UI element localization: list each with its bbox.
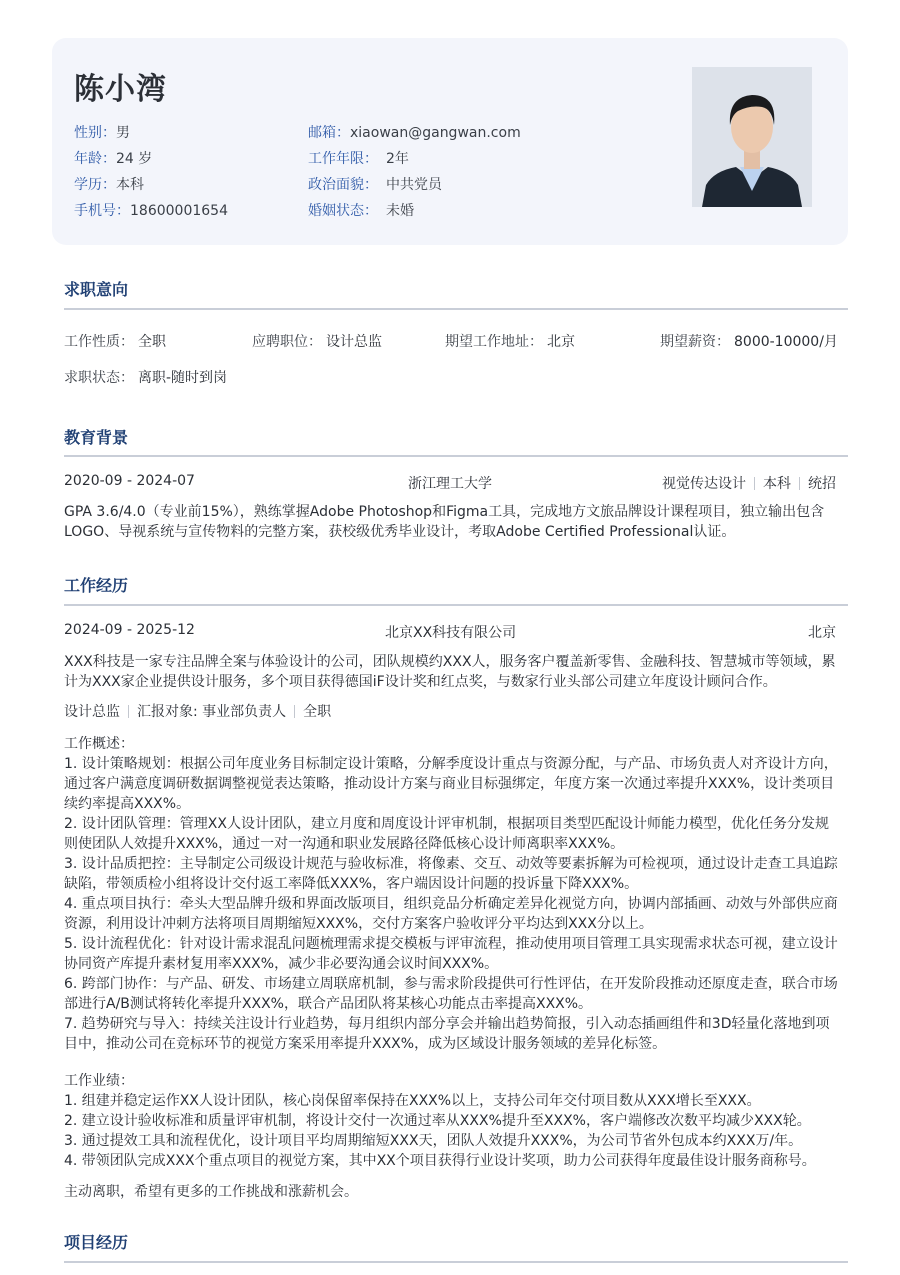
work-overview <box>64 734 848 1054</box>
phone-row <box>74 200 228 220</box>
email-value: xiaowan@gangwan.com <box>350 125 521 141</box>
work-tags <box>64 701 331 721</box>
company-description <box>64 652 848 692</box>
overview-line: 5. 设计流程优化：针对设计需求混乱问题梳理需求提交模板与评审流程，推动使用项目管理工具实现需求状态可视，建立设计 <box>64 936 838 952</box>
tag-separator <box>754 477 755 490</box>
education-period: 2020-09 - 2024-07 <box>64 473 195 489</box>
result-line: 3. 通过提效工具和流程优化，设计项目平均周期缩短XXX天，团队人效提升XXX%，为公司节省外包成本约XXX万/年。 <box>64 1133 803 1149</box>
section-divider <box>64 604 848 606</box>
section-divider <box>64 308 848 310</box>
expected-location-label: 期望工作地址： <box>445 334 543 350</box>
gender-value: 男 <box>116 125 130 141</box>
section-divider <box>64 1261 848 1263</box>
degree-label: 学历： <box>74 177 116 193</box>
overview-line: 协同资产库提升素材复用率XXX%，减少非必要沟通会议时间XXX%。 <box>64 956 499 972</box>
gender-row <box>74 122 130 142</box>
overview-line: 部进行A/B测试将转化率提升XXX%，联合产品团队将某核心功能点击率提高XXX%。 <box>64 996 593 1012</box>
tag-separator <box>294 705 295 718</box>
work-experience-title: 工作经历 <box>64 576 129 595</box>
gender-label: 性别： <box>74 125 116 141</box>
overview-line: 通过客户满意度调研数据调整视觉表达策略，推动设计方案与商业目标强绑定，年度方案一次通过率提升XXX%，设计类项目 <box>64 776 835 792</box>
marital-status-value: 未婚 <box>386 203 414 219</box>
phone-value: 18600001654 <box>130 203 228 219</box>
major-tag: 视觉传达设计 <box>662 476 746 492</box>
age-label: 年龄： <box>74 151 116 167</box>
candidate-name: 陈小湾 <box>74 72 167 107</box>
profile-card <box>52 38 848 245</box>
job-type <box>64 331 166 351</box>
overview-line: 1. 设计策略规划：根据公司年度业务目标制定设计策略，分解季度设计重点与资源分配，与产品、市场负责人对齐设计方向， <box>64 756 838 772</box>
degree-value: 本科 <box>116 177 144 193</box>
overview-line: 资源，利用设计冲刺方法将项目周期缩短XXX%，交付方案客户验收评分平均达到XXX分以上。 <box>64 916 653 932</box>
expected-salary <box>660 331 838 351</box>
employment-type-tag: 全职 <box>303 704 332 720</box>
education-description <box>64 502 848 542</box>
overview-line: 续约率提高XXX%。 <box>64 796 191 812</box>
overview-line: 目中，推动公司在竞标环节的视觉方案采用率提升XXX%，成为区域设计服务领域的差异化标签。 <box>64 1036 667 1052</box>
job-status-label: 求职状态： <box>64 370 134 386</box>
age-row <box>74 148 152 168</box>
experience-years-row <box>308 148 409 168</box>
position-tag: 设计总监 <box>64 704 120 720</box>
section-divider <box>64 455 848 457</box>
job-type-value: 全职 <box>138 334 166 350</box>
political-status-value: 中共党员 <box>386 177 442 193</box>
tag-separator <box>128 705 129 718</box>
experience-years-label: 工作年限： <box>308 151 378 167</box>
work-period: 2024-09 - 2025-12 <box>64 622 195 638</box>
work-city: 北京 <box>808 625 836 641</box>
result-line: 4. 带领团队完成XXX个重点项目的视觉方案，其中XX个项目获得行业设计奖项，助力公司获得年度最佳设计服务商称号。 <box>64 1153 816 1169</box>
job-status <box>64 367 227 387</box>
overview-line: 3. 设计品质把控：主导制定公司级设计规范与验收标准，将像素、交互、动效等要素拆解为可检视项，通过设计走查工具追踪 <box>64 856 838 872</box>
leave-reason: 主动离职，希望有更多的工作挑战和涨薪机会。 <box>64 1184 358 1200</box>
overview-line: 7. 趋势研究与导入：持续关注设计行业趋势，每月组织内部分享会并输出趋势简报，引入动态插画组件和3D轻量化落地到项 <box>64 1016 830 1032</box>
expected-salary-value: 8000-10000/月 <box>734 334 838 350</box>
applied-position <box>252 331 382 351</box>
political-status-row <box>308 174 442 194</box>
company-name: 北京XX科技有限公司 <box>385 625 517 641</box>
job-type-label: 工作性质： <box>64 334 134 350</box>
work-overview-heading: 工作概述： <box>64 736 134 752</box>
profile-photo <box>692 67 812 207</box>
marital-status-label: 婚姻状态： <box>308 203 378 219</box>
overview-line: 缺陷，带领质检小组将设计交付返工率降低XXX%，客户端因设计问题的投诉量下降XXX%。 <box>64 876 639 892</box>
projects-title: 项目经历 <box>64 1233 129 1252</box>
expected-location <box>445 331 575 351</box>
expected-salary-label: 期望薪资： <box>660 334 730 350</box>
political-status-label: 政治面貌： <box>308 177 378 193</box>
result-line: 2. 建立设计验收标准和质量评审机制，将设计交付一次通过率从XXX%提升至XXX%，客户端修改次数平均减少XXX轮。 <box>64 1113 811 1129</box>
experience-years-value: 2年 <box>386 151 409 167</box>
work-results <box>64 1071 848 1171</box>
applied-position-value: 设计总监 <box>326 334 382 350</box>
overview-line: 6. 跨部门协作：与产品、研发、市场建立周联席机制，参与需求阶段提供可行性评估，在开发阶段推动还原度走查，联合市场 <box>64 976 838 992</box>
degree-tag: 本科 <box>763 476 791 492</box>
overview-line: 4. 重点项目执行：牵头大型品牌升级和界面改版项目，组织竞品分析确定差异化视觉方向，协调内部插画、动效与外部供应商 <box>64 896 838 912</box>
school-name: 浙江理工大学 <box>408 476 492 492</box>
tag-separator <box>799 477 800 490</box>
email-label: 邮箱： <box>308 125 350 141</box>
company-desc-line: 计为XXX家企业提供设计服务，多个项目获得德国iF设计奖和红点奖，与数家行业头部公司建立年度设计顾问合作。 <box>64 674 777 690</box>
enrollment-tag: 统招 <box>808 476 836 492</box>
expected-location-value: 北京 <box>547 334 575 350</box>
result-line: 1. 组建并稳定运作XX人设计团队，核心岗保留率保持在XXX%以上，支持公司年交付项目数从XXX增长至XXX。 <box>64 1093 761 1109</box>
company-desc-line: XXX科技是一家专注品牌全案与体验设计的公司，团队规模约XXX人，服务客户覆盖新零售、金融科技、智慧城市等领域，累 <box>64 654 836 670</box>
report-to-tag: 汇报对象: 事业部负责人 <box>137 704 287 720</box>
education-title: 教育背景 <box>64 428 129 447</box>
email-row <box>308 122 521 142</box>
job-intention-title: 求职意向 <box>64 280 129 299</box>
marital-status-row <box>308 200 414 220</box>
degree-row <box>74 174 144 194</box>
phone-label: 手机号： <box>74 203 130 219</box>
education-desc-line: GPA 3.6/4.0（专业前15%），熟练掌握Adobe Photoshop和Figma工具，完成地方文旅品牌设计课程项目，独立输出包含 <box>64 504 825 520</box>
overview-line: 则使团队人效提升XXX%，通过一对一沟通和职业发展路径降低核心设计师离职率XXX%。 <box>64 836 625 852</box>
applied-position-label: 应聘职位： <box>252 334 322 350</box>
overview-line: 2. 设计团队管理：管理XX人设计团队，建立月度和周度设计评审机制，根据项目类型匹配设计师能力模型，优化任务分发规 <box>64 816 829 832</box>
age-value: 24 岁 <box>116 151 153 167</box>
education-tags <box>662 473 836 493</box>
work-results-heading: 工作业绩： <box>64 1073 134 1089</box>
education-desc-line: LOGO、导视系统与宣传物料的完整方案，获校级优秀毕业设计，考取Adobe Certified Professional认证。 <box>64 524 736 540</box>
job-status-value: 离职-随时到岗 <box>138 370 228 386</box>
person-portrait-icon <box>692 67 812 207</box>
